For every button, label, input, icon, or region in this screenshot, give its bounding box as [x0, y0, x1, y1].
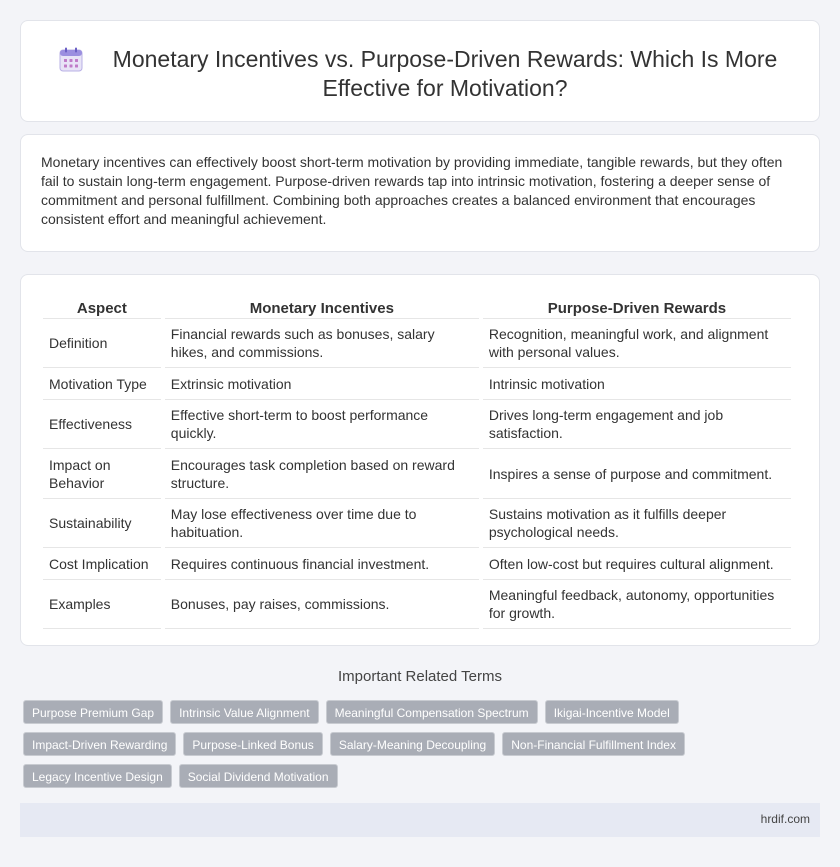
- monetary-cell: Financial rewards such as bonuses, salary hikes, and commissions.: [165, 319, 479, 368]
- aspect-cell: Examples: [43, 580, 161, 629]
- title-card: [20, 20, 820, 122]
- monetary-cell: Encourages task completion based on reward structure.: [165, 449, 479, 499]
- purpose-cell: Often low-cost but requires cultural alignment.: [483, 548, 791, 580]
- related-term-tag[interactable]: Social Dividend Motivation: [179, 764, 338, 788]
- related-term-tag[interactable]: Ikigai-Incentive Model: [545, 700, 679, 724]
- aspect-cell: Impact on Behavior: [43, 449, 161, 499]
- monetary-cell: Extrinsic motivation: [165, 368, 479, 400]
- aspect-cell: Sustainability: [43, 499, 161, 548]
- purpose-cell: Meaningful feedback, autonomy, opportunities for growth.: [483, 580, 791, 629]
- comparison-table: [39, 295, 795, 629]
- table-row: [43, 499, 791, 548]
- aspect-cell: Effectiveness: [43, 400, 161, 449]
- related-term-tag[interactable]: Legacy Incentive Design: [23, 764, 172, 788]
- tag-row: [23, 700, 803, 724]
- table-row: [43, 548, 791, 580]
- monetary-cell: May lose effectiveness over time due to habituation.: [165, 499, 479, 548]
- table-row: [43, 580, 791, 629]
- related-term-tag[interactable]: Intrinsic Value Alignment: [170, 700, 319, 724]
- purpose-cell: Inspires a sense of purpose and commitment.: [483, 449, 791, 499]
- related-term-tag[interactable]: Impact-Driven Rewarding: [23, 732, 176, 756]
- table-header-row: [43, 295, 791, 319]
- related-term-tag[interactable]: Purpose Premium Gap: [23, 700, 163, 724]
- aspect-cell: Motivation Type: [43, 368, 161, 400]
- table-row: [43, 319, 791, 368]
- header-aspect: Aspect: [43, 295, 161, 319]
- purpose-cell: Intrinsic motivation: [483, 368, 791, 400]
- footer: [20, 803, 820, 837]
- purpose-cell: Drives long-term engagement and job satisfaction.: [483, 400, 791, 449]
- related-terms-tags: [23, 700, 803, 796]
- tag-row: [23, 732, 803, 756]
- comparison-table-card: [20, 274, 820, 646]
- related-term-tag[interactable]: Meaningful Compensation Spectrum: [326, 700, 538, 724]
- related-term-tag[interactable]: Non-Financial Fulfillment Index: [502, 732, 685, 756]
- table-row: [43, 400, 791, 449]
- page-title: Monetary Incentives vs. Purpose-Driven Rewards: Which Is More Effective for Motivation?: [112, 46, 778, 101]
- purpose-cell: Sustains motivation as it fulfills deeper psychological needs.: [483, 499, 791, 548]
- aspect-cell: Definition: [43, 319, 161, 368]
- monetary-cell: Effective short-term to boost performance quickly.: [165, 400, 479, 449]
- monetary-cell: Bonuses, pay raises, commissions.: [165, 580, 479, 629]
- intro-paragraph: Monetary incentives can effectively boost short-term motivation by providing immediate, tangible rewards, but they often fail to sustain long-term engagement. Purpose-driven rewards tap into intrinsic motivation, fostering a deeper sense of commitment and personal fulfillment. Combining both approaches creates a balanced environment that encourages consistent effort and meaningful achievement.: [41, 154, 783, 227]
- header-monetary-incentives: Monetary Incentives: [165, 295, 479, 319]
- calendar-icon: [59, 47, 83, 73]
- header-purpose-driven-rewards: Purpose-Driven Rewards: [483, 295, 791, 319]
- related-term-tag[interactable]: Salary-Meaning Decoupling: [330, 732, 495, 756]
- related-terms-heading: Important Related Terms: [338, 668, 502, 685]
- table-row: [43, 368, 791, 400]
- aspect-cell: Cost Implication: [43, 548, 161, 580]
- tag-row: [23, 764, 803, 788]
- purpose-cell: Recognition, meaningful work, and alignment with personal values.: [483, 319, 791, 368]
- table-row: [43, 449, 791, 499]
- footer-site-link[interactable]: hrdif.com: [760, 812, 810, 826]
- related-term-tag[interactable]: Purpose-Linked Bonus: [183, 732, 322, 756]
- monetary-cell: Requires continuous financial investment.: [165, 548, 479, 580]
- intro-card: [20, 134, 820, 252]
